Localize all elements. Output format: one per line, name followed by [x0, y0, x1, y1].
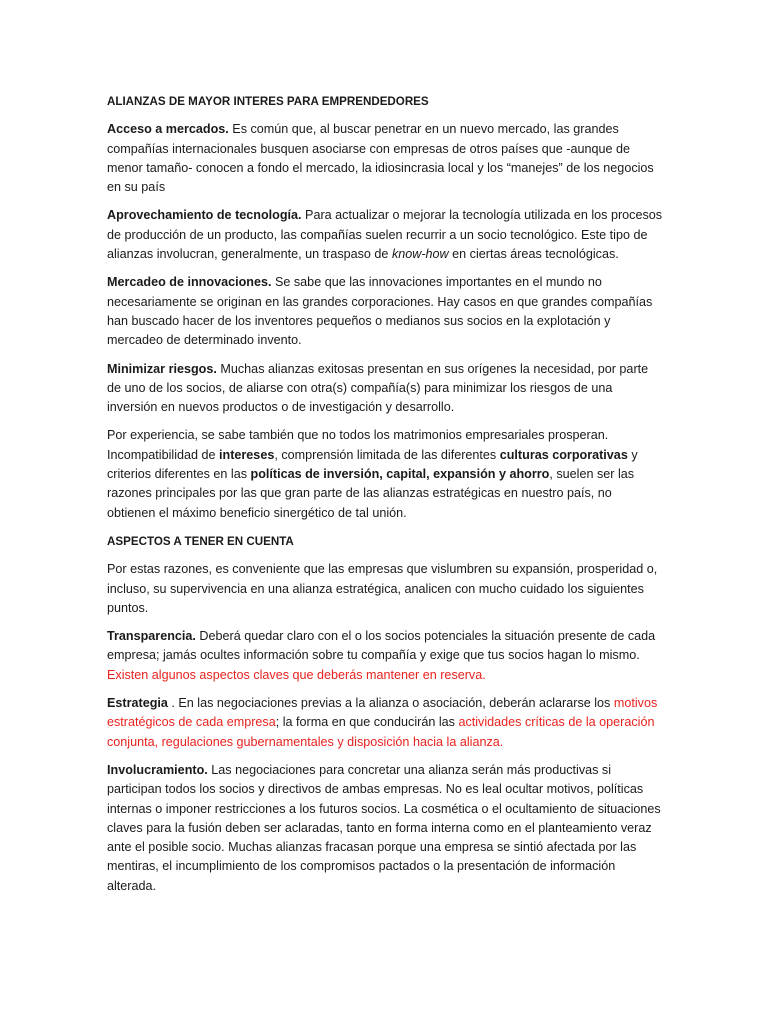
estrategia-label: Estrategia [107, 696, 168, 711]
involucramiento-text: Las negociaciones para concretar una alianza serán más productivas si participan todos los socios y directivos de ambas empresas. No es leal ocultar motivos, políticas internas o imponer restricciones a los futuros socios. La cosmética o el ocultamiento de situaciones claves para la fusión deben ser aclaradas, tanto en forma interna como en el planteamiento veraz ante el posible socio. Muchas alianzas fracasan porque una empresa se sintió afectada por las mentiras, el incumplimiento de los compromisos pactados o la presentación de información alterada. [107, 762, 661, 893]
estrategia-highlight-motivos: motivos estratégicos de cada empresa [107, 696, 658, 730]
experiencia-text-4: , suelen ser las razones principales por las que gran parte de las alianzas estratégicas en nuestro país, no obtienen el máximo beneficio sinergético de tal unión. [107, 467, 635, 520]
estrategia-text-1: . En las negociaciones previas a la alianza o asociación, deberán aclararse los [167, 696, 614, 711]
experiencia-bold-culturas: culturas corporativas [499, 447, 628, 462]
paragraph-razones: Por estas razones, es conveniente que las empresas que vislumbren su expansión, prosperidad o, incluso, su supervivencia en una alianza estratégica, analicen con mucho cuidado los siguientes puntos. [107, 562, 658, 615]
section-subtitle: ASPECTOS A TENER EN CUENTA [107, 534, 294, 548]
experiencia-bold-politicas: políticas de inversión, capital, expansión y ahorro [250, 467, 550, 482]
paragraph-experiencia [107, 426, 663, 522]
riesgos-text: Muchas alianzas exitosas presentan en sus orígenes la necesidad, por parte de uno de los socios, de aliarse con otra(s) compañía(s) para minimizar los riesgos de una inversión en nuevos productos o de investigación y desarrollo. [107, 361, 649, 415]
acceso-text: Es común que, al buscar penetrar en un nuevo mercado, las grandes compañías internacionales busquen asociarse con empresas de otros países que -aunque de menor tamaño- conocen a fondo el mercado, la idiosincrasia local y los “manejes” de los negocios en su país [107, 122, 654, 195]
involucramiento-label: Involucramiento. [107, 762, 208, 777]
paragraph-riesgos [107, 360, 663, 418]
tecnologia-text-1: Para actualizar o mejorar la tecnología utilizada en los procesos de producción de un producto, las compañías suelen recurrir a un socio tecnológico. Este tipo de alianzas involucran, generalmente, un traspaso de [107, 208, 663, 262]
acceso-label: Acceso a mercados. [107, 122, 229, 137]
mercadeo-label: Mercadeo de innovaciones. [107, 275, 272, 290]
paragraph-transparencia [107, 627, 663, 685]
experiencia-text-2: , comprensión limitada de las diferentes [274, 447, 500, 462]
tecnologia-text-2: en ciertas áreas tecnológicas. [448, 247, 619, 262]
transparencia-text: Deberá quedar claro con el o los socios potenciales la situación presente de cada empresa; jamás ocultes información sobre tu compañía y exige que tus socios hagan lo mismo. [107, 629, 656, 663]
transparencia-highlight: Existen algunos aspectos claves que deberás mantener en reserva. [107, 667, 486, 682]
experiencia-bold-intereses: intereses [219, 447, 275, 462]
tecnologia-label: Aprovechamiento de tecnología. [107, 208, 302, 223]
estrategia-highlight-actividades: actividades críticas de la operación conjunta, regulaciones gubernamentales y disposición hacia la alianza. [107, 715, 655, 749]
paragraph-involucramiento [107, 761, 663, 896]
estrategia-text-2: ; la forma en que conducirán las [275, 715, 459, 730]
mercadeo-text: Se sabe que las innovaciones importantes en el mundo no necesariamente se originan en las grandes corporaciones. Hay casos en que grandes compañías han buscado hacer de los inventores pequeños o medianos sus socios en la explotación y mercadeo de determinado invento. [107, 275, 653, 348]
tecnologia-know-how: know-how [391, 247, 449, 262]
document-page [107, 92, 663, 905]
paragraph-estrategia [107, 694, 663, 752]
riesgos-label: Minimizar riesgos. [107, 361, 217, 376]
paragraph-acceso-mercados [107, 120, 663, 197]
experiencia-text-1: Por experiencia, se sabe también que no todos los matrimonios empresariales prosperan. Incompatibilidad de [107, 428, 609, 462]
experiencia-text-3: y criterios diferentes en las [107, 447, 638, 482]
document-title: ALIANZAS DE MAYOR INTERES PARA EMPRENDEDORES [107, 95, 429, 108]
paragraph-tecnologia [107, 206, 663, 264]
transparencia-label: Transparencia. [107, 629, 196, 644]
paragraph-mercadeo [107, 273, 663, 350]
